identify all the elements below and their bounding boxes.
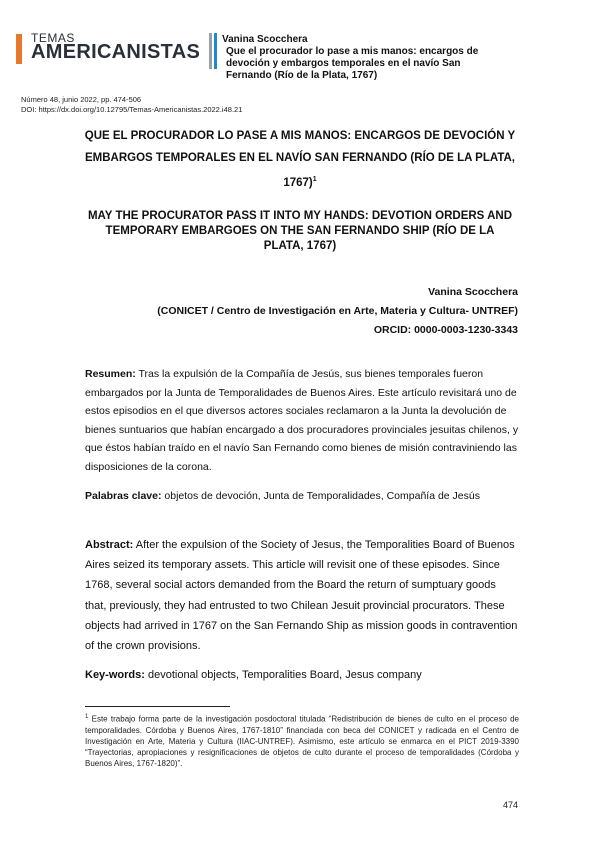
abstract-spanish-label: Resumen: [85,368,136,380]
abstract-english-label: Abstract: [85,539,134,551]
logo-accent-bar [16,34,22,64]
abstract-english [85,535,519,656]
running-head-title: Que el procurador lo pase a mis manos: encargos de devoción y embargos temporales en el navío San Fernando (Río de la Plata, 1767) [226,46,479,81]
author-orcid: ORCID: 0000-0003-1230-3343 [373,324,518,336]
keywords-spanish-label: Palabras clave: [85,490,162,502]
title-spanish [80,125,520,194]
footnote [85,712,519,770]
journal-logo-top: TEMAS [31,31,75,45]
title-english: MAY THE PROCURATOR PASS IT INTO MY HANDS: DEVOTION ORDERS AND TEMPORARY EMBARGOES ON THE SAN FERNANDO SHIP (RÍO DE LA PLATA, 1767) [87,210,513,252]
footnote-mark: 1 [85,714,89,720]
running-head-author: Vanina Scocchera [222,34,308,45]
issue-meta [21,95,242,114]
abstract-spanish [85,365,519,477]
header-divider-gray [209,33,212,69]
keywords-english-label: Key-words: [85,669,145,681]
journal-logo-main: AMERICANISTAS [31,41,201,63]
keywords-english-text: devotional objects, Temporalities Board, Jesus company [147,669,422,681]
abstract-spanish-text: Tras la expulsión de la Compañía de Jesús, sus bienes temporales fueron embargados por la Junta de Temporalidades de Buenos Aires. Este artículo revisitará uno de estos episodios en el que diversos actores sociales reclamaron a la Junta la devolución de bienes suntuarios que habían encargado a dos procuradores provinciales jesuitas chilenos, y que éstos habían traído en el navío San Fernando como bienes de misión contraviniendo las disposiciones de la corona. [85,368,519,473]
footnote-rule [85,706,230,707]
page-number: 474 [503,800,519,810]
author-affiliation: (CONICET / Centro de Investigación en Arte, Materia y Cultura- UNTREF) [157,305,518,317]
abstract-english-text: After the expulsion of the Society of Jesus, the Temporalities Board of Buenos Aires seized its temporary assets. This article will revisit one of these episodes. Since 1768, several social actors demanded from the Board the return of sumptuary goods that, previously, they had entrusted to two Chilean Jesuit provincial procurators. These objects had arrived in 1767 on the San Fernando Ship as mission goods in contravention of the crown provisions. [85,539,518,653]
issue-info: Número 48, junio 2022, pp. 474-506 [21,95,142,104]
author-block [98,283,518,340]
keywords-spanish [85,488,519,504]
doi-link[interactable]: DOI: https://dx.doi.org/10.12795/Temas-Americanistas.2022.i48.21 [21,104,243,114]
header-divider-blue [214,33,217,69]
author-name: Vanina Scocchera [428,286,518,298]
title-spanish-text: QUE EL PROCURADOR LO PASE A MIS MANOS: ENCARGOS DE DEVOCIÓN Y EMBARGOS TEMPORALES EN EL NAVÍO SAN FERNANDO (RÍO DE LA PLATA, 1767) [84,130,516,189]
footnote-text: Este trabajo forma parte de la investigación posdoctoral titulada “Redistribución de bienes de culto en el proceso de temporalidades. Córdoba y Buenos Aires, 1767-1810” financiada con beca del CONICET y radicada en el Centro de Investigación en Arte, Materia y Cultura (IIAC-UNTREF). Asimismo, este artículo se enmarca en el PICT 2019-3390 “Trayectorias, apropiaciones y resignificaciones de objetos de culto durante el proceso de temporalidades (Córdoba y Buenos Aires, 1767-1820)”. [85,714,519,769]
keywords-english [85,667,519,683]
keywords-spanish-text: objetos de devoción, Junta de Temporalidades, Compañía de Jesús [164,490,480,502]
footnote-ref[interactable]: 1 [312,176,317,183]
